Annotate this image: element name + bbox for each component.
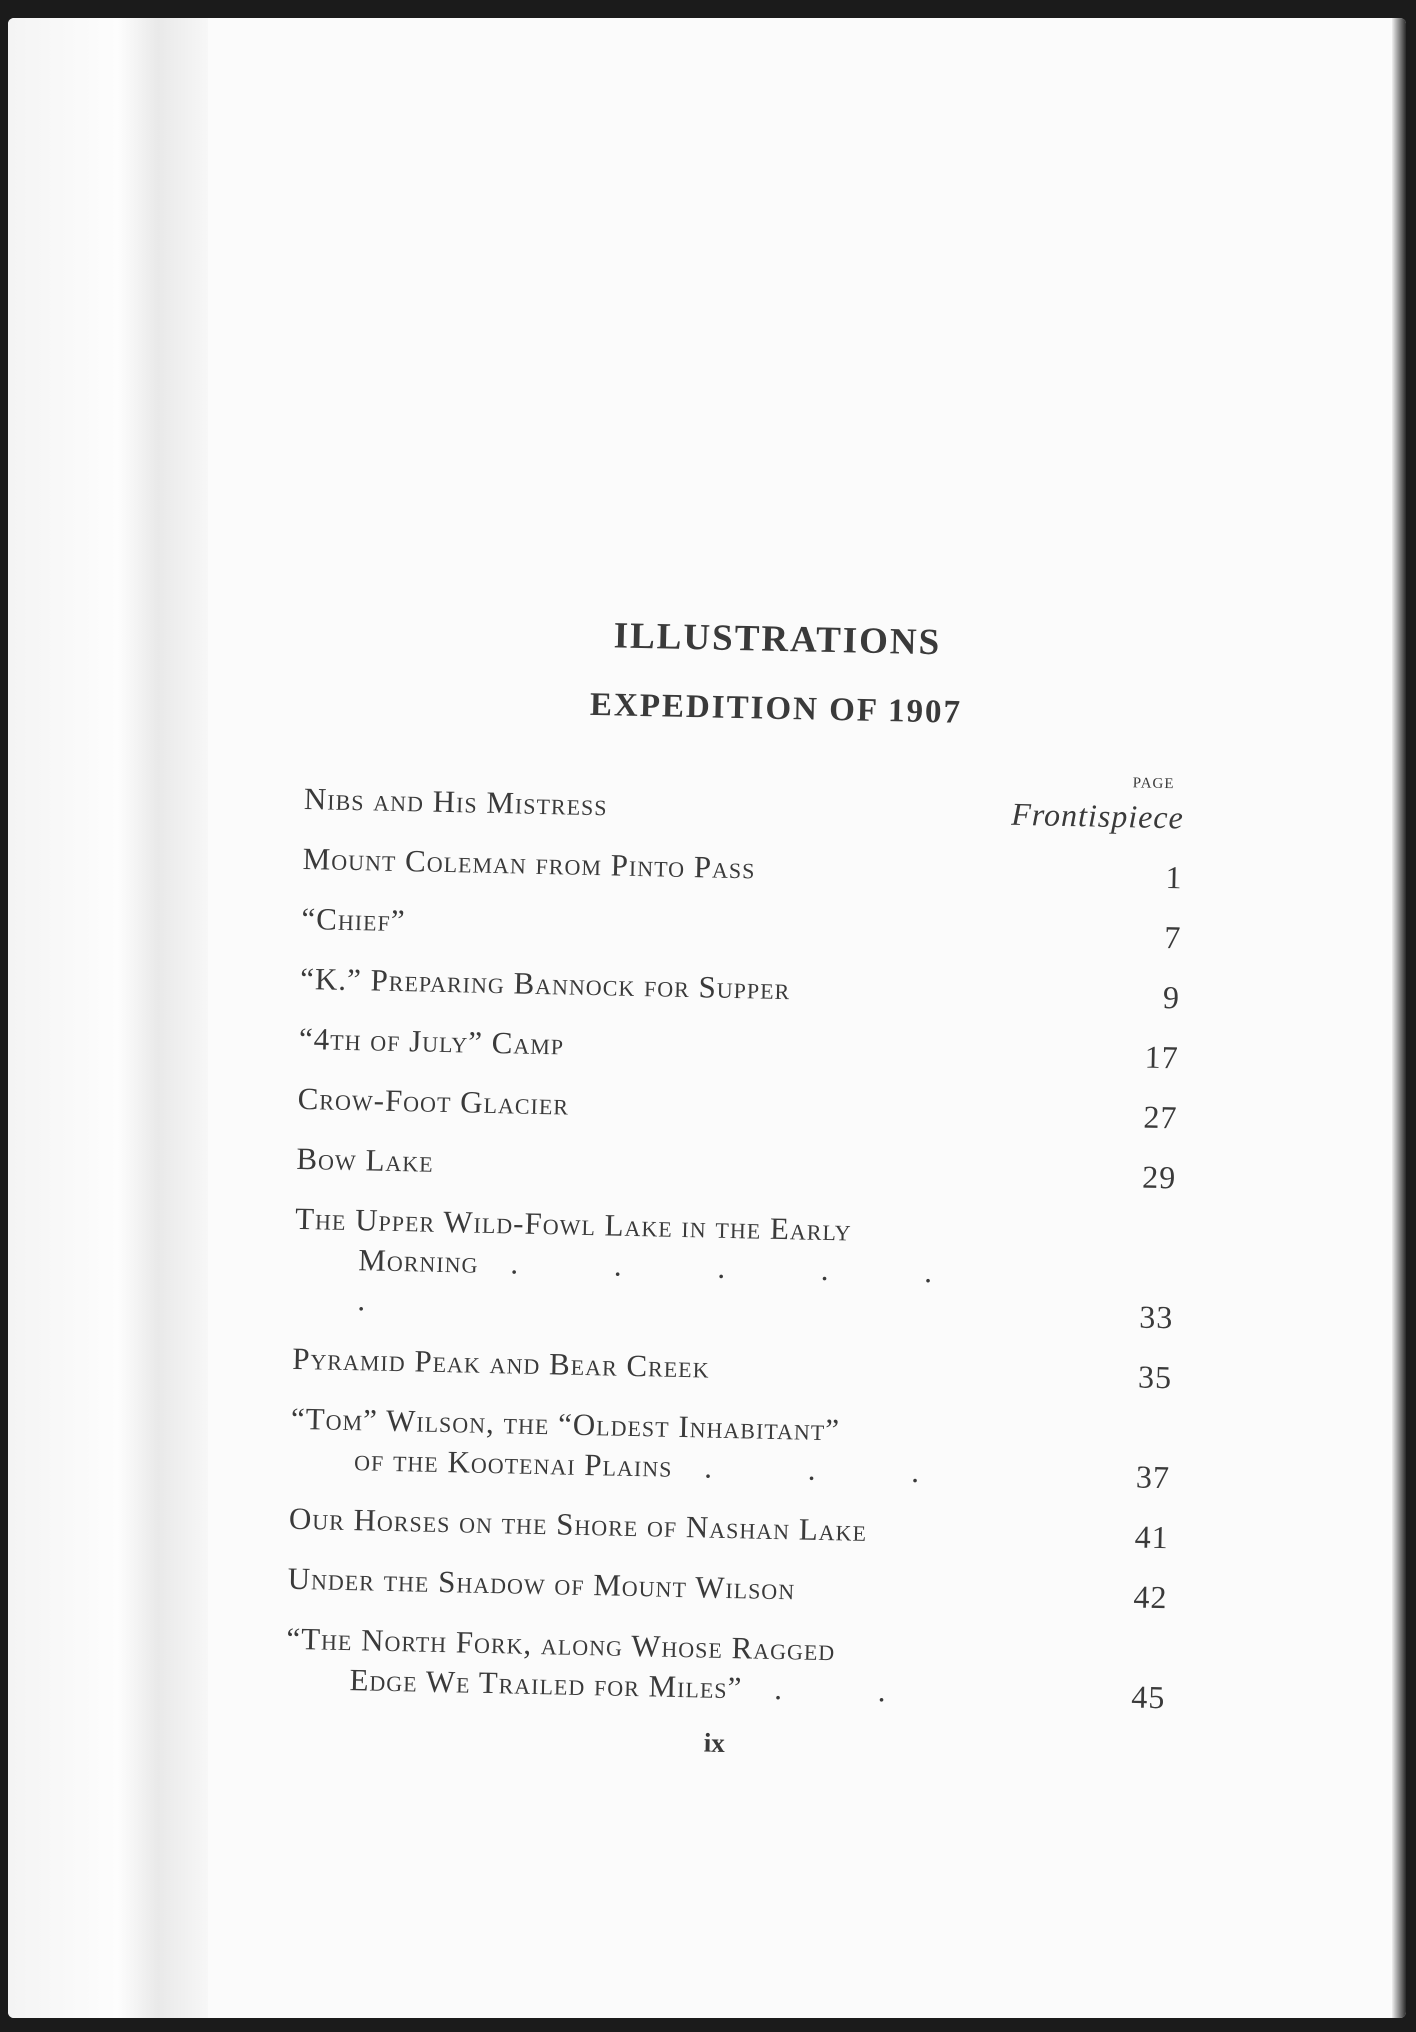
list-item — [287, 1559, 1188, 1618]
list-item — [292, 1339, 1193, 1398]
entry-title — [289, 1499, 1070, 1555]
entry-page-number: Frontispiece — [1010, 795, 1185, 836]
folio: ix — [703, 1727, 726, 1758]
entry-title-line: “4th of July” Camp — [298, 1020, 565, 1062]
list-item — [296, 1139, 1197, 1198]
list-item — [302, 839, 1203, 898]
entry-title-continuation — [293, 1239, 1055, 1335]
entry-title — [293, 1199, 1075, 1335]
entry-page-number: 9 — [1162, 978, 1181, 1016]
entry-title-continuation — [285, 1659, 1046, 1715]
entry-title-line: “K.” Preparing Bannock for Supper — [299, 960, 791, 1007]
entry-title-line: The Upper Wild-Fowl Lake in the Early — [294, 1200, 852, 1248]
entry-title-line: Morning — [357, 1242, 479, 1280]
dot-leaders: . . . — [704, 1449, 964, 1490]
list-item — [297, 1079, 1198, 1138]
entry-page-number: 27 — [1143, 1098, 1178, 1136]
page-gutter — [8, 18, 208, 2018]
list-item — [300, 959, 1201, 1018]
entry-title-line: “The North Fork, along Whose Ragged — [286, 1620, 836, 1668]
entry-title-line: Pyramid Peak and Bear Creek — [291, 1340, 710, 1385]
list-item — [299, 1019, 1200, 1078]
entry-title — [302, 839, 1083, 895]
book-page — [8, 18, 1406, 2018]
list-item — [301, 899, 1202, 958]
entry-title-line: “Tom” Wilson, the “Oldest Inhabitant” — [290, 1400, 841, 1448]
entry-page-number: 42 — [1133, 1578, 1168, 1616]
entry-title — [300, 959, 1081, 1015]
page-edge — [1392, 18, 1406, 2018]
entry-page-number: 17 — [1144, 1038, 1180, 1076]
entry-page-number: 37 — [1135, 1458, 1171, 1496]
entry-title-line: Bow Lake — [296, 1140, 435, 1179]
entry-title — [292, 1339, 1073, 1395]
entry-title — [285, 1619, 1067, 1715]
entries-list — [285, 779, 1204, 1718]
entry-page-number: 35 — [1137, 1358, 1173, 1396]
list-item — [289, 1499, 1190, 1558]
entry-title — [287, 1559, 1068, 1615]
entry-title — [299, 1019, 1080, 1075]
entry-title — [301, 899, 1082, 955]
entry-title — [296, 1139, 1077, 1195]
entry-page-number: 7 — [1163, 919, 1182, 956]
entry-title-continuation — [290, 1439, 1051, 1495]
entry-title-line: Mount Coleman from Pinto Pass — [302, 840, 756, 886]
illustrations-list — [284, 608, 1208, 1769]
entry-title-line: “Chief” — [301, 900, 406, 939]
entry-title-line: Our Horses on the Shore of Nashan Lake — [288, 1500, 868, 1548]
entry-page-number: 41 — [1134, 1518, 1170, 1556]
entry-title-line: Nibs and His Mistress — [303, 780, 608, 823]
entry-title — [297, 1079, 1078, 1135]
dot-leaders: . . — [773, 1671, 930, 1710]
entry-page-number: 45 — [1131, 1678, 1166, 1716]
entry-title-line: of the Kootenai Plains — [353, 1442, 673, 1484]
entry-page-number: 33 — [1138, 1298, 1174, 1336]
entry-title — [304, 779, 985, 833]
entry-title-line: Crow-Foot Glacier — [297, 1080, 570, 1122]
dot-leaders: . . . . . . — [357, 1245, 977, 1319]
entry-page-number: 29 — [1141, 1158, 1177, 1196]
entry-title — [290, 1399, 1072, 1495]
list-item — [285, 1619, 1186, 1718]
page-title: ILLUSTRATIONS — [613, 615, 942, 664]
entry-title-line: Under the Shadow of Mount Wilson — [287, 1560, 796, 1607]
entry-page-number: 1 — [1165, 859, 1183, 896]
entry-title-line: Edge We Trailed for Miles” — [349, 1662, 743, 1706]
list-item — [293, 1199, 1195, 1338]
page-column-label: PAGE — [1132, 775, 1175, 793]
list-item — [290, 1399, 1191, 1498]
section-subtitle: EXPEDITION OF 1907 — [589, 686, 963, 731]
